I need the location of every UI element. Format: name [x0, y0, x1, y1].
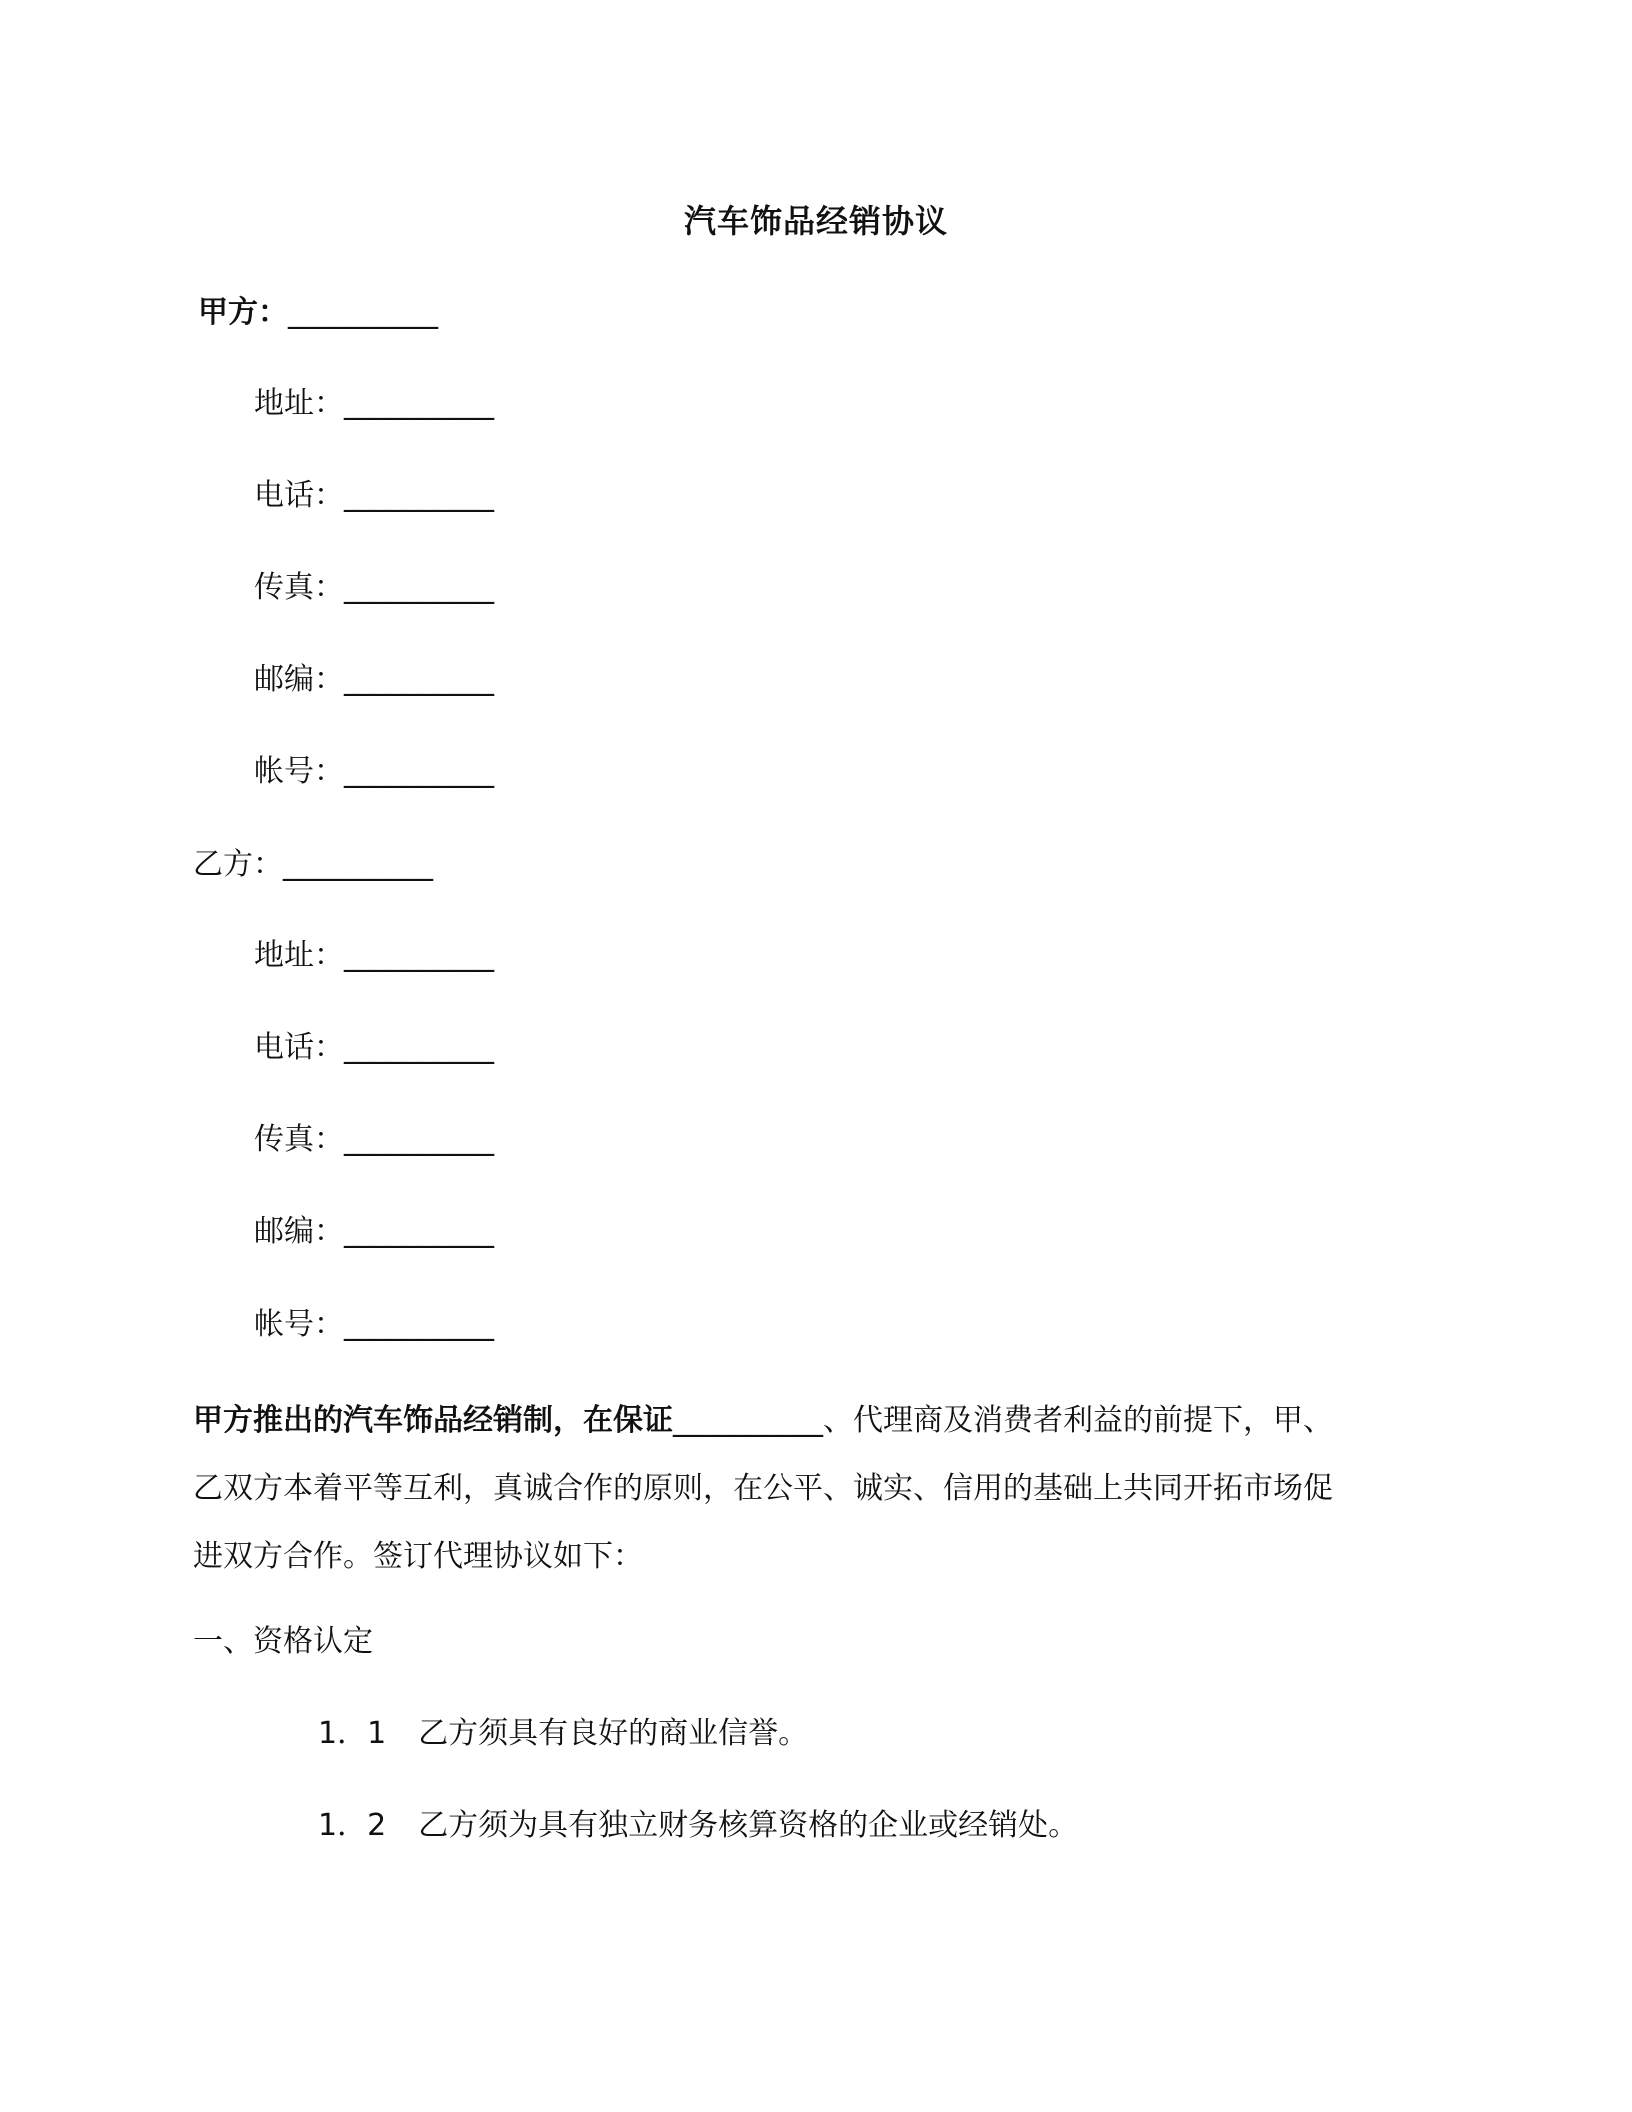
party-a-phone-line	[254, 476, 494, 516]
section-1-item-1-number: 1．1	[318, 1716, 387, 1751]
party-a-postcode-blank: __________	[344, 662, 494, 697]
intro-line-1-end: 、代理商及消费者利益的前提下，甲、	[823, 1403, 1333, 1438]
intro-line-1-blank: __________	[673, 1403, 823, 1438]
party-a-postcode-label: 邮编：	[254, 662, 344, 697]
party-b-postcode-line	[254, 1212, 494, 1252]
party-b-phone-blank: __________	[344, 1030, 494, 1065]
party-a-address-label: 地址：	[254, 386, 344, 421]
party-b-phone-label: 电话：	[254, 1030, 344, 1065]
party-a-account-line	[254, 752, 494, 792]
party-a-postcode-line	[254, 660, 494, 700]
party-b-line	[193, 845, 433, 885]
section-1-heading: 一、资格认定	[193, 1624, 373, 1659]
document-title: 汽车饰品经销协议	[683, 202, 948, 240]
party-a-blank: __________	[288, 295, 438, 330]
section-1-item-2	[318, 1806, 1078, 1846]
intro-line-2: 乙双方本着平等互利，真诚合作的原则，在公平、诚实、信用的基础上共同开拓市场促	[193, 1471, 1333, 1506]
section-1-item-2-number: 1．2	[318, 1808, 387, 1843]
party-b-address-line	[254, 936, 494, 976]
party-b-fax-label: 传真：	[254, 1122, 344, 1157]
party-b-account-blank: __________	[344, 1307, 494, 1342]
party-a-fax-line	[254, 568, 494, 608]
party-b-address-label: 地址：	[254, 938, 344, 973]
party-a-fax-label: 传真：	[254, 570, 344, 605]
party-b-fax-blank: __________	[344, 1122, 494, 1157]
party-b-account-label: 帐号：	[254, 1307, 344, 1342]
party-a-account-blank: __________	[344, 754, 494, 789]
party-a-label: 甲方：	[198, 295, 288, 330]
party-a-phone-blank: __________	[344, 478, 494, 513]
intro-line-1-start: 甲方推出的汽车饰品经销制，在保证	[193, 1403, 673, 1438]
section-1-item-1	[318, 1714, 808, 1754]
section-1-item-2-text: 乙方须为具有独立财务核算资格的企业或经销处。	[418, 1808, 1079, 1843]
section-1-item-1-text: 乙方须具有良好的商业信誉。	[418, 1716, 809, 1751]
party-b-postcode-blank: __________	[344, 1214, 494, 1249]
party-b-phone-line	[254, 1028, 494, 1068]
party-a-address-blank: __________	[344, 386, 494, 421]
party-b-account-line	[254, 1305, 494, 1345]
intro-line-3: 进双方合作。签订代理协议如下：	[193, 1539, 643, 1574]
party-b-blank: __________	[283, 847, 433, 882]
party-a-address-line	[254, 384, 494, 424]
party-a-account-label: 帐号：	[254, 754, 344, 789]
party-b-postcode-label: 邮编：	[254, 1214, 344, 1249]
intro-paragraph	[193, 1387, 1443, 1591]
party-a-fax-blank: __________	[344, 570, 494, 605]
party-a-phone-label: 电话：	[254, 478, 344, 513]
party-b-label: 乙方：	[193, 847, 283, 882]
intro-line-1	[193, 1387, 1443, 1455]
party-b-fax-line	[254, 1120, 494, 1160]
party-a-line	[198, 293, 438, 333]
party-b-address-blank: __________	[344, 938, 494, 973]
